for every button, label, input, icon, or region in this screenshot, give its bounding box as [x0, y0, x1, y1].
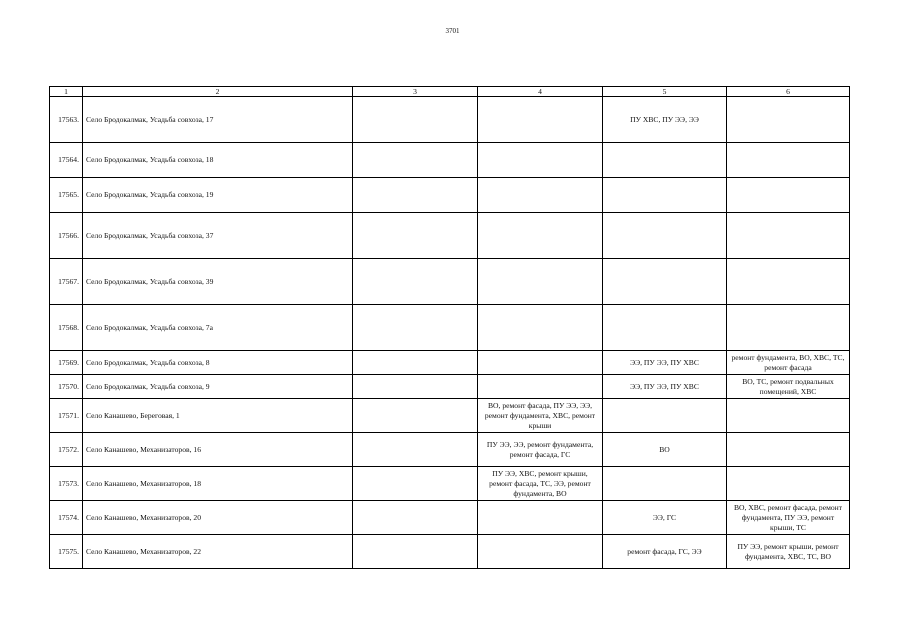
cell-col3	[353, 375, 478, 399]
address-cell: Село Канашево, Береговая, 1	[83, 399, 353, 433]
address-cell: Село Бродокалмак, Усадьба совхоза, 39	[83, 259, 353, 305]
cell-col3	[353, 213, 478, 259]
column-header: 6	[727, 87, 850, 97]
cell-col6: ремонт фундамента, ВО, ХВС, ТС, ремонт фасада	[727, 351, 850, 375]
address-cell: Село Бродокалмак, Усадьба совхоза, 9	[83, 375, 353, 399]
cell-col3	[353, 351, 478, 375]
register-table	[49, 86, 850, 569]
column-header: 5	[603, 87, 727, 97]
cell-col6	[727, 433, 850, 467]
cell-col4	[478, 97, 603, 143]
table-row	[50, 433, 850, 467]
table-row	[50, 97, 850, 143]
row-number: 17574.	[50, 501, 83, 535]
column-header: 4	[478, 87, 603, 97]
cell-col3	[353, 305, 478, 351]
cell-col5	[603, 178, 727, 213]
cell-col4	[478, 535, 603, 569]
cell-col6	[727, 467, 850, 501]
cell-col3	[353, 433, 478, 467]
cell-col3	[353, 178, 478, 213]
row-number: 17575.	[50, 535, 83, 569]
table-row	[50, 501, 850, 535]
address-cell: Село Бродокалмак, Усадьба совхоза, 18	[83, 143, 353, 178]
column-header: 2	[83, 87, 353, 97]
address-cell: Село Канашево, Механизаторов, 16	[83, 433, 353, 467]
cell-col5	[603, 467, 727, 501]
cell-col4: ПУ ЭЭ, ЭЭ, ремонт фундамента, ремонт фасада, ГС	[478, 433, 603, 467]
address-cell: Село Канашево, Механизаторов, 18	[83, 467, 353, 501]
cell-col4	[478, 213, 603, 259]
row-number: 17565.	[50, 178, 83, 213]
cell-col5	[603, 213, 727, 259]
cell-col4	[478, 259, 603, 305]
page-number: 3701	[445, 27, 460, 35]
row-number: 17563.	[50, 97, 83, 143]
cell-col6	[727, 143, 850, 178]
cell-col4	[478, 351, 603, 375]
row-number: 17573.	[50, 467, 83, 501]
address-cell: Село Бродокалмак, Усадьба совхоза, 19	[83, 178, 353, 213]
row-number: 17571.	[50, 399, 83, 433]
row-number: 17564.	[50, 143, 83, 178]
cell-col5: ПУ ХВС, ПУ ЭЭ, ЭЭ	[603, 97, 727, 143]
address-cell: Село Канашево, Механизаторов, 20	[83, 501, 353, 535]
cell-col4: ВО, ремонт фасада, ПУ ЭЭ, ЭЭ, ремонт фундамента, ХВС, ремонт крыши	[478, 399, 603, 433]
table-row	[50, 399, 850, 433]
cell-col5: ремонт фасада, ГС, ЭЭ	[603, 535, 727, 569]
cell-col6	[727, 213, 850, 259]
address-cell: Село Бродокалмак, Усадьба совхоза, 7а	[83, 305, 353, 351]
cell-col5: ВО	[603, 433, 727, 467]
table-row	[50, 178, 850, 213]
cell-col4	[478, 375, 603, 399]
row-number: 17570.	[50, 375, 83, 399]
cell-col6: ВО, ХВС, ремонт фасада, ремонт фундамента, ПУ ЭЭ, ремонт крыши, ТС	[727, 501, 850, 535]
row-number: 17567.	[50, 259, 83, 305]
address-cell: Село Бродокалмак, Усадьба совхоза, 8	[83, 351, 353, 375]
cell-col6	[727, 399, 850, 433]
cell-col6	[727, 178, 850, 213]
cell-col6: ВО, ТС, ремонт подвальных помещений, ХВС	[727, 375, 850, 399]
table-row	[50, 213, 850, 259]
cell-col3	[353, 259, 478, 305]
cell-col5: ЭЭ, ПУ ЭЭ, ПУ ХВС	[603, 375, 727, 399]
table-row	[50, 259, 850, 305]
table-row	[50, 351, 850, 375]
table-row	[50, 535, 850, 569]
table-row	[50, 467, 850, 501]
row-number: 17566.	[50, 213, 83, 259]
column-header: 3	[353, 87, 478, 97]
cell-col3	[353, 143, 478, 178]
header-row	[50, 87, 850, 97]
cell-col5	[603, 305, 727, 351]
cell-col4	[478, 305, 603, 351]
cell-col5	[603, 143, 727, 178]
cell-col4: ПУ ЭЭ, ХВС, ремонт крыши, ремонт фасада, ТС, ЭЭ, ремонт фундамента, ВО	[478, 467, 603, 501]
cell-col3	[353, 467, 478, 501]
cell-col6	[727, 97, 850, 143]
cell-col6: ПУ ЭЭ, ремонт крыши, ремонт фундамента, ХВС, ТС, ВО	[727, 535, 850, 569]
row-number: 17572.	[50, 433, 83, 467]
column-header: 1	[50, 87, 83, 97]
cell-col5	[603, 259, 727, 305]
table-row	[50, 305, 850, 351]
cell-col4	[478, 501, 603, 535]
cell-col3	[353, 97, 478, 143]
address-cell: Село Бродокалмак, Усадьба совхоза, 17	[83, 97, 353, 143]
cell-col5: ЭЭ, ГС	[603, 501, 727, 535]
address-cell: Село Бродокалмак, Усадьба совхоза, 37	[83, 213, 353, 259]
table-row	[50, 143, 850, 178]
cell-col3	[353, 501, 478, 535]
cell-col5: ЭЭ, ПУ ЭЭ, ПУ ХВС	[603, 351, 727, 375]
table-row	[50, 375, 850, 399]
cell-col3	[353, 399, 478, 433]
row-number: 17569.	[50, 351, 83, 375]
cell-col5	[603, 399, 727, 433]
cell-col4	[478, 143, 603, 178]
cell-col6	[727, 305, 850, 351]
row-number: 17568.	[50, 305, 83, 351]
address-cell: Село Канашево, Механизаторов, 22	[83, 535, 353, 569]
cell-col6	[727, 259, 850, 305]
cell-col3	[353, 535, 478, 569]
cell-col4	[478, 178, 603, 213]
